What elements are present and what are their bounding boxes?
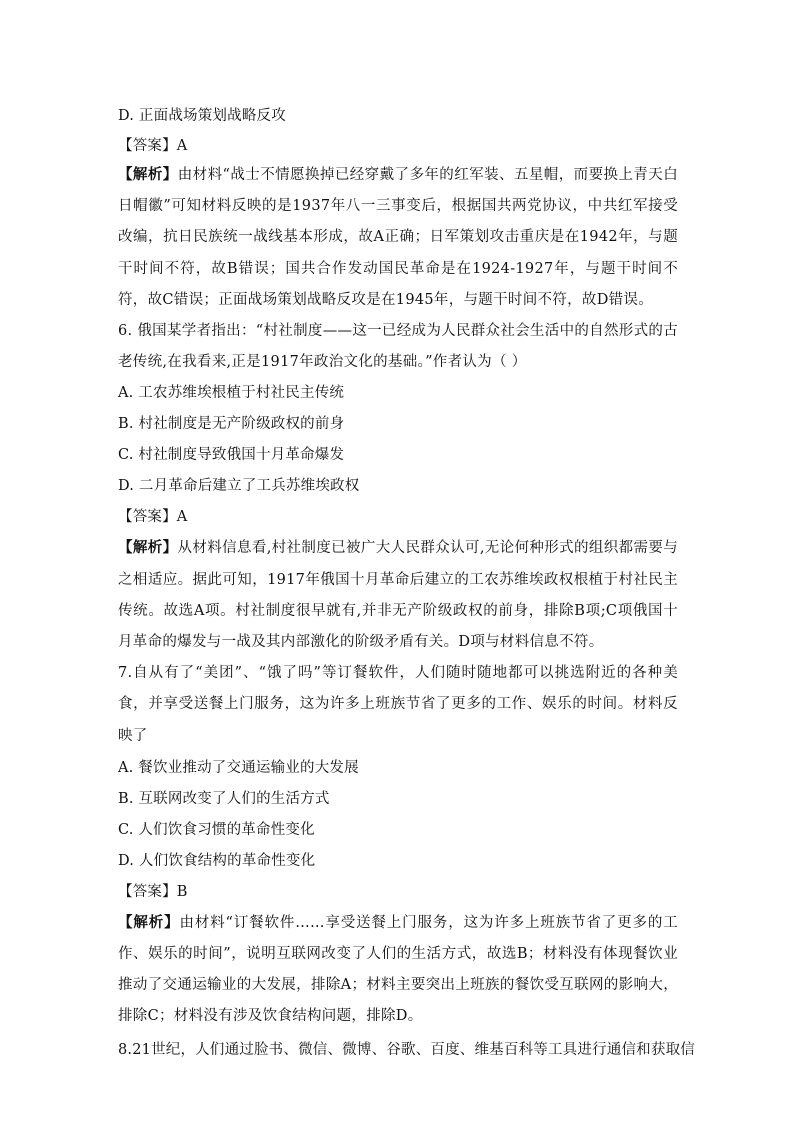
q5-answer: 【答案】A	[118, 138, 188, 154]
q7-analysis-label: 【解析】	[118, 913, 180, 931]
q6-option-b: B. 村社制度是无产阶级政权的前身	[118, 416, 345, 433]
q6-analysis-text: 从材料信息看,村社制度已被广大人民群众认可,无论何种形式的组织都需要与之相适应。据此可知，1917年俄国十月革命后建立的工农苏维埃政权根植于村社民主传统。故选A项。村社制度很早就有,并非无产阶级政权的前身，排除B项;C项俄国十月革命的爆发与一战及其内部激化的阶级矛盾有关。D项与材料信息不符。	[118, 540, 679, 651]
q6-analysis-label: 【解析】	[118, 539, 178, 557]
q7-answer: 【答案】B	[118, 883, 188, 900]
q5-analysis-label: 【解析】	[118, 166, 178, 183]
q7-analysis	[118, 907, 678, 1033]
q5-analysis-text: 由材料“战士不情愿换掉已经穿戴了多年的红军装、五星帽，而要换上青天白日帽徽”可知材料反映的是1937年八一三事变后，根据国共两党协议，中共红军接受改编，抗日民族统一战线基本形成，故A正确；日军策划攻击重庆是在1942年，与题干时间不符，故B错误；国共合作发动国民革命是在1924-1927年，与题干时间不符，故C错误；正面战场策划战略反攻是在1945年，与题干时间不符，故D错误。	[118, 167, 678, 308]
q7-option-c: C. 人们饮食习惯的革命性变化	[118, 821, 315, 838]
q6-option-d: D. 二月革命后建立了工兵苏维埃政权	[118, 478, 360, 495]
q5-option-d: D. 正面战场策划战略反攻	[118, 108, 286, 124]
q5-analysis	[118, 159, 678, 316]
q6-answer: 【答案】A	[118, 509, 188, 526]
q6-option-a: A. 工农苏维埃根植于村社民主传统	[118, 385, 345, 402]
q6-option-c: C. 村社制度导致俄国十月革命爆发	[118, 447, 345, 464]
q7-option-d: D. 人们饮食结构的革命性变化	[118, 852, 316, 869]
q7-option-b: B. 互联网改变了人们的生活方式	[118, 790, 330, 807]
q7-option-a: A. 餐饮业推动了交通运输业的大发展	[118, 759, 359, 776]
document-page	[118, 101, 695, 1065]
q6-analysis	[118, 532, 678, 658]
q7-analysis-text: 由材料“订餐软件……享受送餐上门服务，这为许多上班族节省了更多的工作、娱乐的时间”，说明互联网改变了人们的生活方式，故选B；材料没有体现餐饮业推动了交通运输业的大发展，排除A；材料主要突出上班族的餐饮受互联网的影响大，排除C；材料没有涉及饮食结构问题，排除D。	[118, 914, 679, 1025]
q8-stem: 8.21世纪，人们通过脸书、微信、微博、谷歌、百度、维基百科等工具进行通信和获取信	[118, 1041, 695, 1058]
q6-stem: 6. 俄国某学者指出：“村社制度——这一已经成为人民群众社会生活中的自然形式的古老传统,在我看来,正是1917年政治文化的基础。”作者认为（ ）	[118, 323, 678, 371]
q7-stem: 7.自从有了“美团”、“饿了吗”等订餐软件，人们随时随地都可以挑选附近的各种美食，并享受送餐上门服务，这为许多上班族节省了更多的工作、娱乐的时间。材料反映了	[118, 665, 678, 744]
